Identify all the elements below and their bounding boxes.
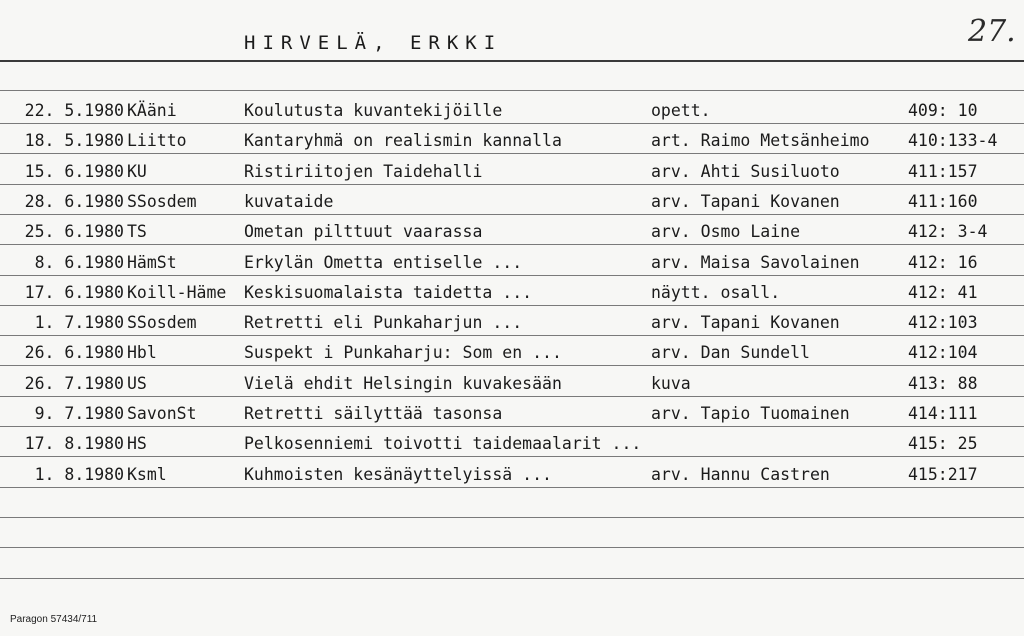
entry-reference: 415: 25 xyxy=(908,434,978,453)
entry-row xyxy=(0,342,1024,364)
entry-source: KÄäni xyxy=(127,101,177,120)
entry-row xyxy=(0,373,1024,395)
entry-title: Pelkosenniemi toivotti taidemaalarit ... xyxy=(244,434,642,453)
entry-reference: 412: 3-4 xyxy=(908,222,988,241)
entry-date: 17. 6.1980 xyxy=(24,283,124,302)
entry-source: SavonSt xyxy=(127,404,197,423)
entry-title: Erkylän Ometta entiselle ... xyxy=(244,253,523,272)
entry-source: Koill-Häme xyxy=(127,283,227,302)
entry-reference: 411:160 xyxy=(908,192,978,211)
rule-line xyxy=(0,396,1024,397)
rule-line xyxy=(0,456,1024,457)
entry-title: Ristiriitojen Taidehalli xyxy=(244,162,483,181)
entry-source: SSosdem xyxy=(127,313,197,332)
entry-row xyxy=(0,464,1024,486)
entry-reference: 410:133-4 xyxy=(908,131,998,150)
entry-reference: 409: 10 xyxy=(908,101,978,120)
card-number: 27. xyxy=(968,14,1016,49)
rule-line xyxy=(0,426,1024,427)
entry-note: arv. Tapani Kovanen xyxy=(651,192,840,211)
entry-title: Ometan pilttuut vaarassa xyxy=(244,222,483,241)
entry-title: Kantaryhmä on realismin kannalla xyxy=(244,131,562,150)
rule-line xyxy=(0,90,1024,91)
entry-row xyxy=(0,312,1024,334)
entry-note: kuva xyxy=(651,374,691,393)
entry-date: 18. 5.1980 xyxy=(24,131,124,150)
entry-title: Vielä ehdit Helsingin kuvakesään xyxy=(244,374,562,393)
entry-row xyxy=(0,252,1024,274)
entry-reference: 412: 41 xyxy=(908,283,978,302)
rule-line xyxy=(0,517,1024,518)
entry-reference: 414:111 xyxy=(908,404,978,423)
entry-row xyxy=(0,433,1024,455)
entry-note: arv. Ahti Susiluoto xyxy=(651,162,840,181)
printer-mark: Paragon 57434/711 xyxy=(10,614,98,625)
entry-row xyxy=(0,100,1024,122)
entry-note: arv. Hannu Castren xyxy=(651,465,830,484)
entry-reference: 415:217 xyxy=(908,465,978,484)
entry-date: 26. 6.1980 xyxy=(24,343,124,362)
rule-line xyxy=(0,305,1024,306)
entry-date: 17. 8.1980 xyxy=(24,434,124,453)
entry-date: 9. 7.1980 xyxy=(34,404,124,423)
entry-date: 1. 7.1980 xyxy=(34,313,124,332)
entry-note: arv. Tapani Kovanen xyxy=(651,313,840,332)
title-rule xyxy=(0,60,1024,62)
entry-reference: 412:103 xyxy=(908,313,978,332)
entry-date: 22. 5.1980 xyxy=(24,101,124,120)
entry-reference: 412:104 xyxy=(908,343,978,362)
entry-source: TS xyxy=(127,222,147,241)
entry-date: 1. 8.1980 xyxy=(34,465,124,484)
entry-row xyxy=(0,161,1024,183)
rule-line xyxy=(0,184,1024,185)
entry-source: HämSt xyxy=(127,253,177,272)
rule-line xyxy=(0,153,1024,154)
entry-title: Kuhmoisten kesänäyttelyissä ... xyxy=(244,465,552,484)
card-title: HIRVELÄ, ERKKI xyxy=(244,32,503,54)
rule-line xyxy=(0,123,1024,124)
rule-line xyxy=(0,578,1024,579)
entry-row xyxy=(0,221,1024,243)
rule-line xyxy=(0,547,1024,548)
entry-row xyxy=(0,403,1024,425)
entry-source: Liitto xyxy=(127,131,187,150)
entry-source: KU xyxy=(127,162,147,181)
entry-source: SSosdem xyxy=(127,192,197,211)
entry-title: Retretti säilyttää tasonsa xyxy=(244,404,503,423)
entry-source: Ksml xyxy=(127,465,167,484)
entry-note: art. Raimo Metsänheimo xyxy=(651,131,870,150)
entry-note: arv. Tapio Tuomainen xyxy=(651,404,850,423)
entry-reference: 411:157 xyxy=(908,162,978,181)
entry-note: arv. Osmo Laine xyxy=(651,222,801,241)
entry-date: 26. 7.1980 xyxy=(24,374,124,393)
rule-line xyxy=(0,335,1024,336)
entry-row xyxy=(0,282,1024,304)
entry-note: opett. xyxy=(651,101,711,120)
entry-date: 8. 6.1980 xyxy=(34,253,124,272)
rule-line xyxy=(0,244,1024,245)
rule-line xyxy=(0,275,1024,276)
entry-title: Suspekt i Punkaharju: Som en ... xyxy=(244,343,562,362)
entry-title: Retretti eli Punkaharjun ... xyxy=(244,313,523,332)
entry-date: 25. 6.1980 xyxy=(24,222,124,241)
entry-reference: 412: 16 xyxy=(908,253,978,272)
entry-note: arv. Dan Sundell xyxy=(651,343,810,362)
entry-title: kuvataide xyxy=(244,192,334,211)
entry-note: arv. Maisa Savolainen xyxy=(651,253,860,272)
entry-row xyxy=(0,191,1024,213)
rule-line xyxy=(0,487,1024,488)
entry-row xyxy=(0,130,1024,152)
entry-source: Hbl xyxy=(127,343,157,362)
entry-source: HS xyxy=(127,434,147,453)
entry-reference: 413: 88 xyxy=(908,374,978,393)
entry-source: US xyxy=(127,374,147,393)
entry-date: 28. 6.1980 xyxy=(24,192,124,211)
entry-note: näytt. osall. xyxy=(651,283,781,302)
entry-title: Keskisuomalaista taidetta ... xyxy=(244,283,533,302)
rule-line xyxy=(0,214,1024,215)
rule-line xyxy=(0,365,1024,366)
entry-date: 15. 6.1980 xyxy=(24,162,124,181)
entry-title: Koulutusta kuvantekijöille xyxy=(244,101,503,120)
